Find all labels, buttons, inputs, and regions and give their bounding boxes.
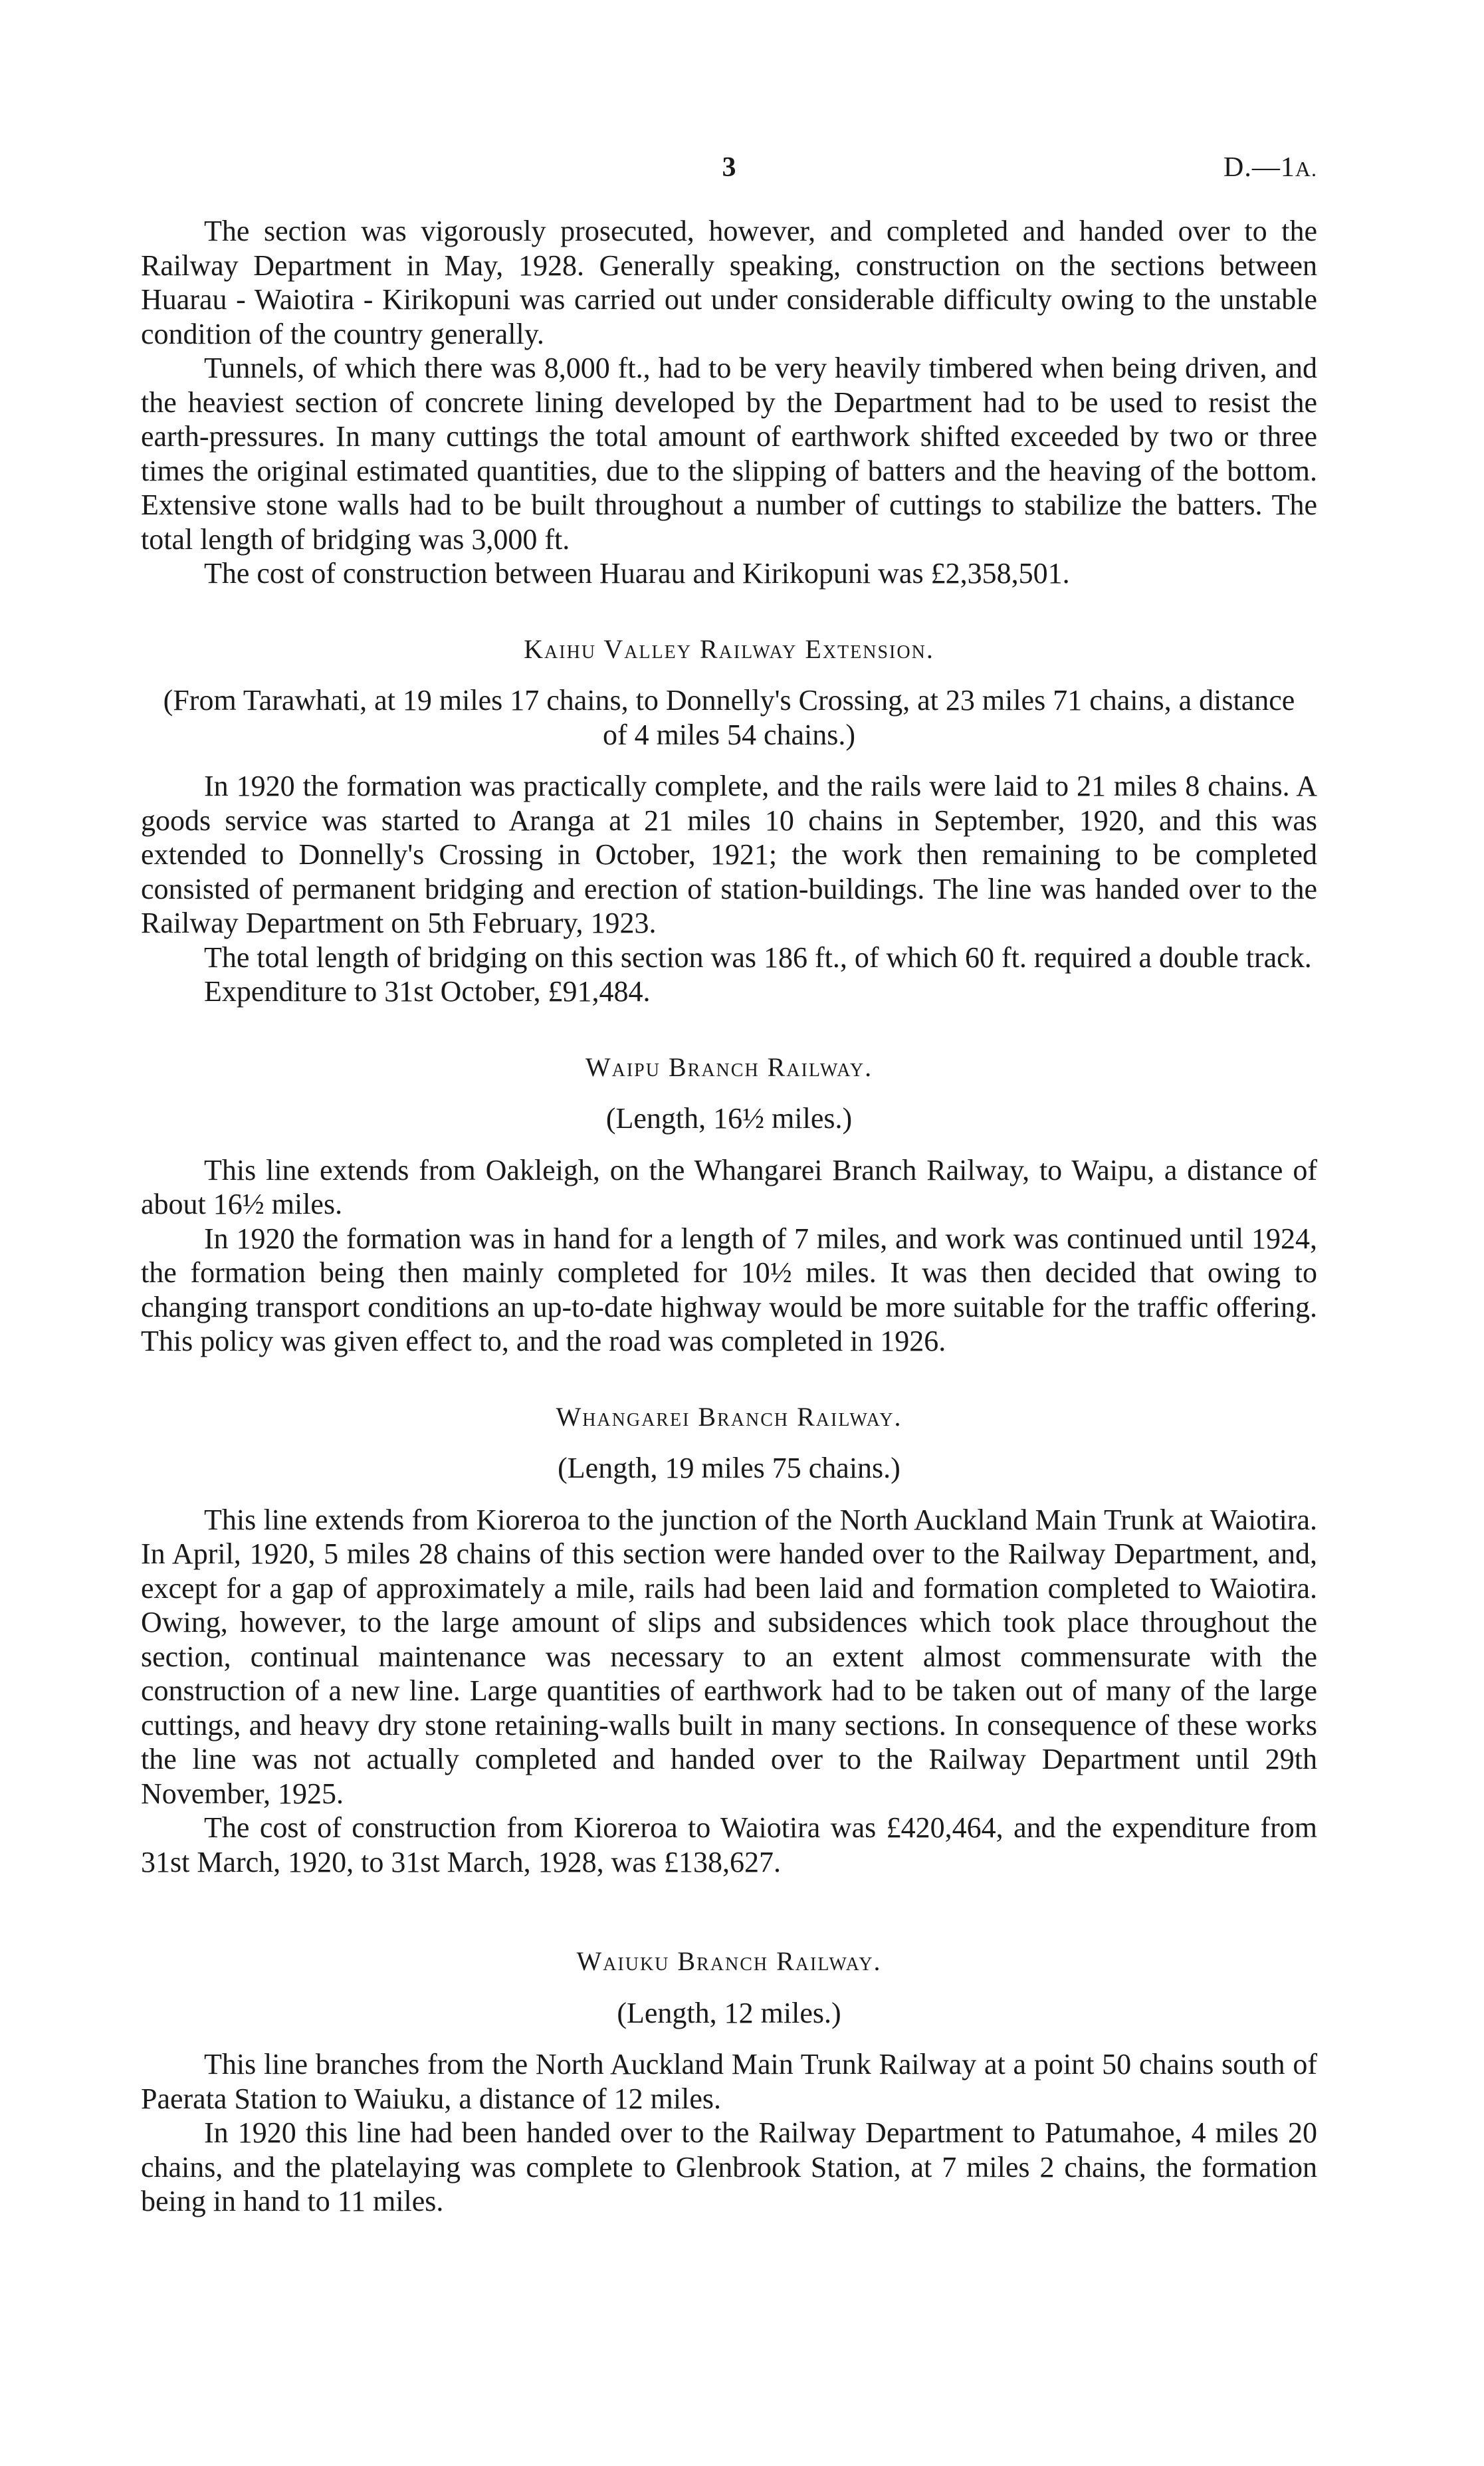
section-subheading: (Length, 16½ miles.)	[605, 1102, 853, 1135]
page-header	[141, 152, 1317, 191]
paragraph: This line extends from Oakleigh, on the Whangarei Branch Railway, to Waipu, a distance of about 16½ miles.	[141, 1153, 1317, 1220]
paragraph: The cost of construction between Huarau and Kirikopuni was £2,358,501.	[204, 557, 1070, 590]
section-subheading: (Length, 12 miles.)	[617, 1996, 841, 2029]
document-reference-suffix: A.	[1295, 157, 1317, 181]
section-whangarei	[141, 1400, 1317, 1880]
paragraph: The section was vigorously prosecuted, however, and completed and handed over to the Railway Department in May, 1928. Generally speaking, construction on the sections between Huarau - Waiotira - Kirikopuni was carried out under considerable difficulty owing to the unstable condition of the country generally.	[141, 215, 1317, 350]
paragraph: The cost of construction from Kioreroa to Waiotira was £420,464, and the expenditure from 31st March, 1920, to 31st March, 1928, was £138,627.	[141, 1811, 1317, 1878]
paragraph: This line extends from Kioreroa to the junction of the North Auckland Main Trunk at Waiotira. In April, 1920, 5 miles 28 chains of this section were handed over to the Railway Department, and, except for a gap of approximately a mile, rails had been laid and formation completed to Waiotira. Owing, however, to the large amount of slips and subsidences which took place throughout the section, continual maintenance was necessary to an extent almost commensurate with the construction of a new line. Large quantities of earthwork had to be taken out of many of the large cuttings, and heavy dry stone retaining-walls built in many sections. In consequence of these works the line was not actually completed and handed over to the Railway Department until 29th November, 1925.	[141, 1503, 1317, 1810]
section-subheading: (From Tarawhati, at 19 miles 17 chains, to Donnelly's Crossing, at 23 miles 71 chains, a distance of 4 miles 54 chains.)	[163, 684, 1295, 751]
section-waipu	[141, 1050, 1317, 1359]
paragraph: Expenditure to 31st October, £91,484.	[204, 975, 651, 1008]
document-reference	[1223, 152, 1317, 183]
section-heading: Kaihu Valley Railway Extension.	[524, 633, 934, 664]
paragraph: In 1920 the formation was in hand for a length of 7 miles, and work was continued until 1924, the formation being then mainly completed for 10½ miles. It was then decided that owing to changing transport conditions an up-to-date highway would be more suitable for the traffic offering. This policy was given effect to, and the road was completed in 1926.	[141, 1222, 1317, 1357]
page-number: 3	[722, 152, 736, 183]
paragraph: In 1920 this line had been handed over to the Railway Department to Patumahoe, 4 miles 20 chains, and the platelaying was complete to Glenbrook Station, at 7 miles 2 chains, the formation being in hand to 11 miles.	[141, 2116, 1317, 2217]
document-body	[141, 214, 1317, 2219]
section-heading: Waiuku Branch Railway.	[576, 1946, 882, 1976]
paragraph: Tunnels, of which there was 8,000 ft., had to be very heavily timbered when being driven, and the heaviest section of concrete lining developed by the Department had to be used to resist the earth-pressures. In many cuttings the total amount of earthwork shifted exceeded by two or three times the original estimated quantities, due to the slipping of batters and the heaving of the bottom. Extensive stone walls had to be built throughout a number of cuttings to stabilize the batters. The total length of bridging was 3,000 ft.	[141, 352, 1317, 556]
section-heading: Waipu Branch Railway.	[585, 1052, 873, 1082]
paragraph: This line branches from the North Auckland Main Trunk Railway at a point 50 chains south of Paerata Station to Waiuku, a distance of 12 miles.	[141, 2048, 1317, 2115]
section-kaihu-valley	[141, 632, 1317, 1009]
paragraph: In 1920 the formation was practically complete, and the rails were laid to 21 miles 8 chains. A goods service was started to Aranga at 21 miles 10 chains in September, 1920, and this was extended to Donnelly's Crossing in October, 1921; the work then remaining to be completed consisted of permanent bridging and erection of station-buildings. The line was handed over to the Railway Department on 5th February, 1923.	[141, 770, 1317, 939]
section-subheading: (Length, 19 miles 75 chains.)	[558, 1452, 901, 1484]
document-reference-prefix: D.—1	[1223, 152, 1295, 183]
section-intro	[141, 214, 1317, 591]
section-heading: Whangarei Branch Railway.	[556, 1401, 902, 1432]
paragraph: The total length of bridging on this section was 186 ft., of which 60 ft. required a double track.	[204, 941, 1312, 974]
section-waiuku	[141, 1944, 1317, 2219]
